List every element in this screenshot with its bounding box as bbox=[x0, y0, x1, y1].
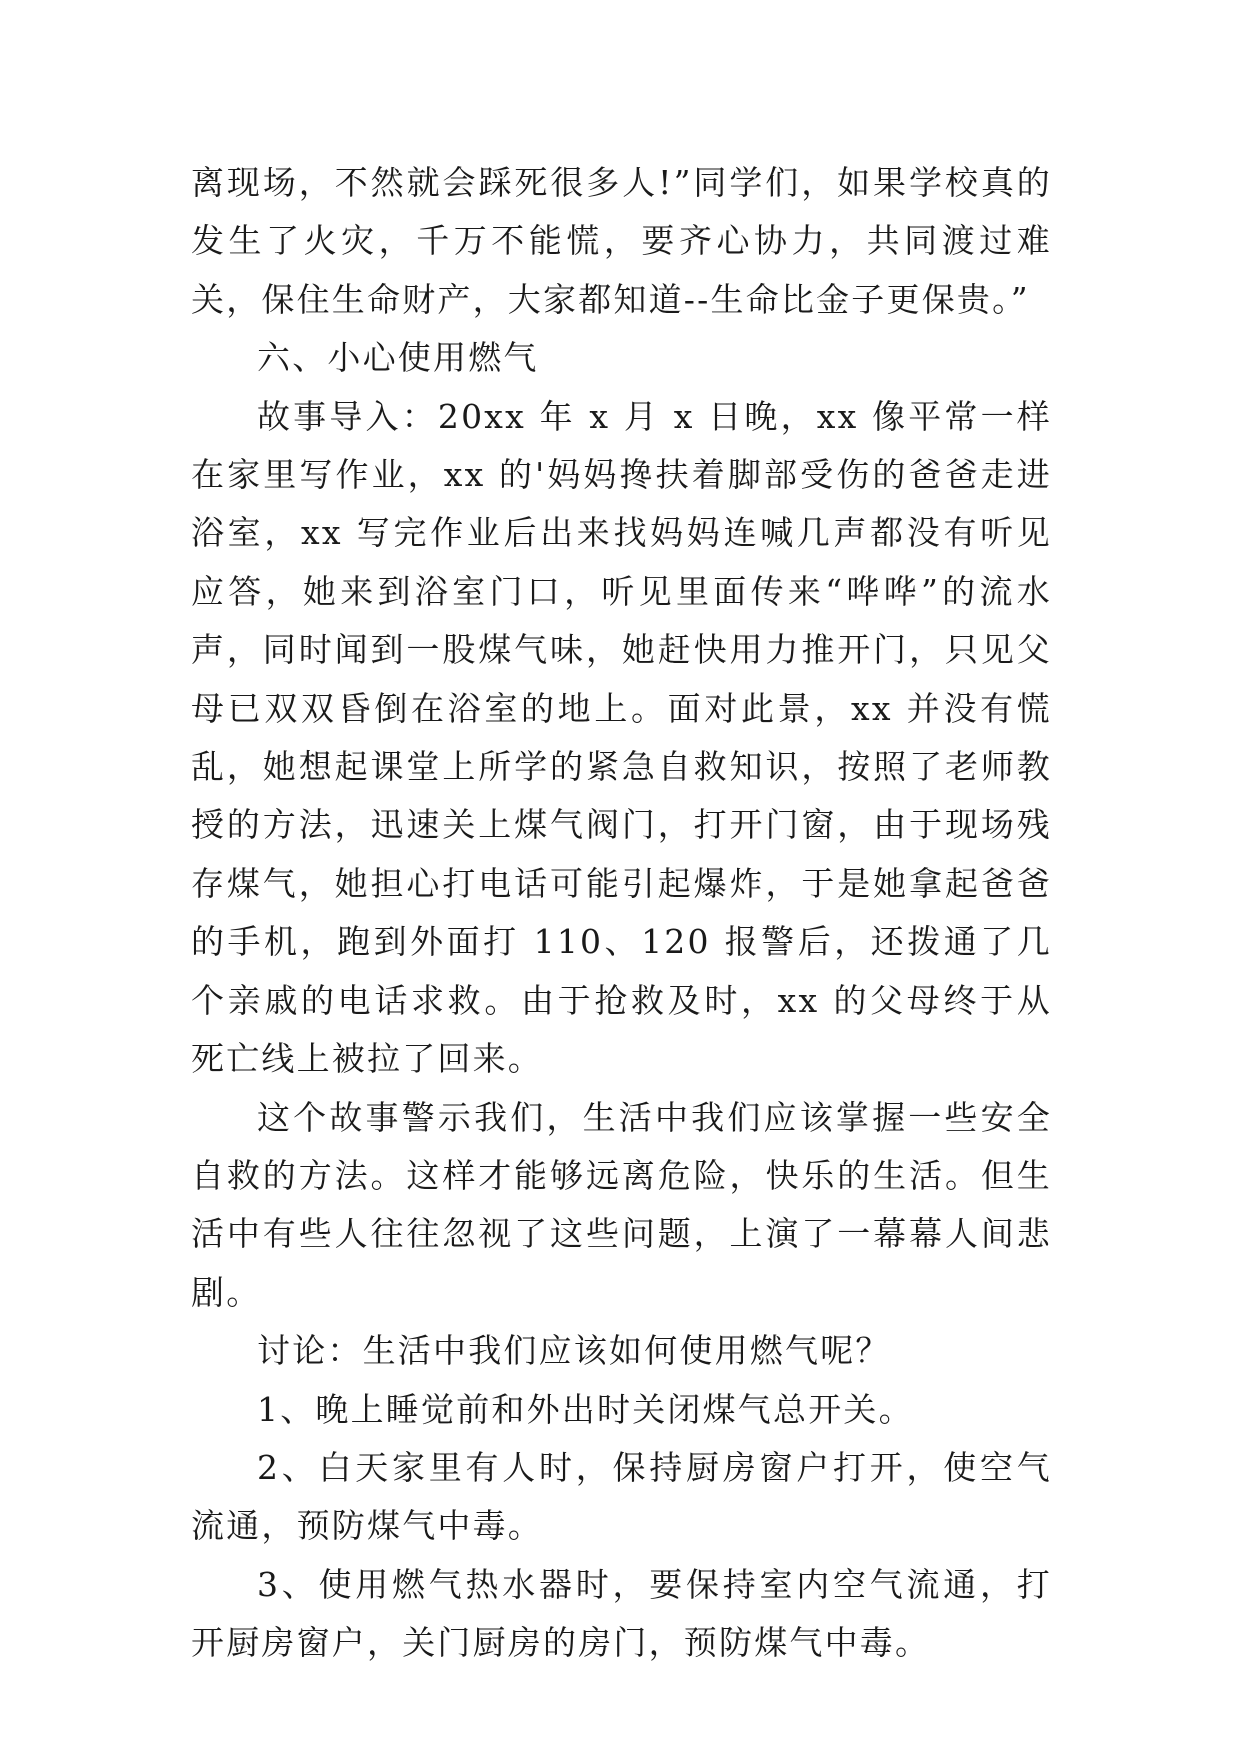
paragraph-story-lesson: 这个故事警示我们，生活中我们应该掌握一些安全自救的方法。这样才能够远离危险，快乐的生活。但生活中有些人往往忽视了这些问题，上演了一幕幕人间悲剧。 bbox=[191, 1097, 1052, 1312]
section-heading-gas-safety: 六、小心使用燃气 bbox=[257, 338, 539, 378]
paragraph-discussion-question: 讨论：生活中我们应该如何使用燃气呢？ bbox=[257, 1331, 891, 1371]
list-item-tip-3: 3、使用燃气热水器时，要保持室内空气流通，打开厨房窗户，关门厨房的房门，预防煤气中毒。 bbox=[191, 1564, 1052, 1663]
document-page bbox=[191, 154, 1052, 1673]
paragraph-fire-story-end: 离现场，不然就会踩死很多人!”同学们，如果学校真的发生了火灾，千万不能慌，要齐心协力，共同渡过难关，保住生命财产，大家都知道--生命比金子更保贵。” bbox=[191, 163, 1052, 319]
paragraph-story-intro: 故事导入：20xx 年 x 月 x 日晚，xx 像平常一样在家里写作业，xx 的'妈妈搀扶着脚部受伤的爸爸走进浴室，xx 写完作业后出来找妈妈连喊几声都没有听见应答，她来到浴室门口，听见里面传来“哗哗”的流水声，同时闻到一股煤气味，她赶快用力推开门，只见父母已双双昏倒在浴室的地上。面对此景，xx 并没有慌乱，她想起课堂上所学的紧急自救知识，按照了老师教授的方法，迅速关上煤气阀门，打开门窗，由于现场残存煤气，她担心打电话可能引起爆炸，于是她拿起爸爸的手机，跑到外面打 110、120 报警后，还拨通了几个亲戚的电话求救。由于抢救及时，xx 的父母终于从死亡线上被拉了回来。 bbox=[191, 396, 1052, 1079]
list-item-tip-2: 2、白天家里有人时，保持厨房窗户打开，使空气流通，预防煤气中毒。 bbox=[191, 1447, 1052, 1546]
list-item-tip-1: 1、晚上睡觉前和外出时关闭煤气总开关。 bbox=[257, 1389, 914, 1429]
